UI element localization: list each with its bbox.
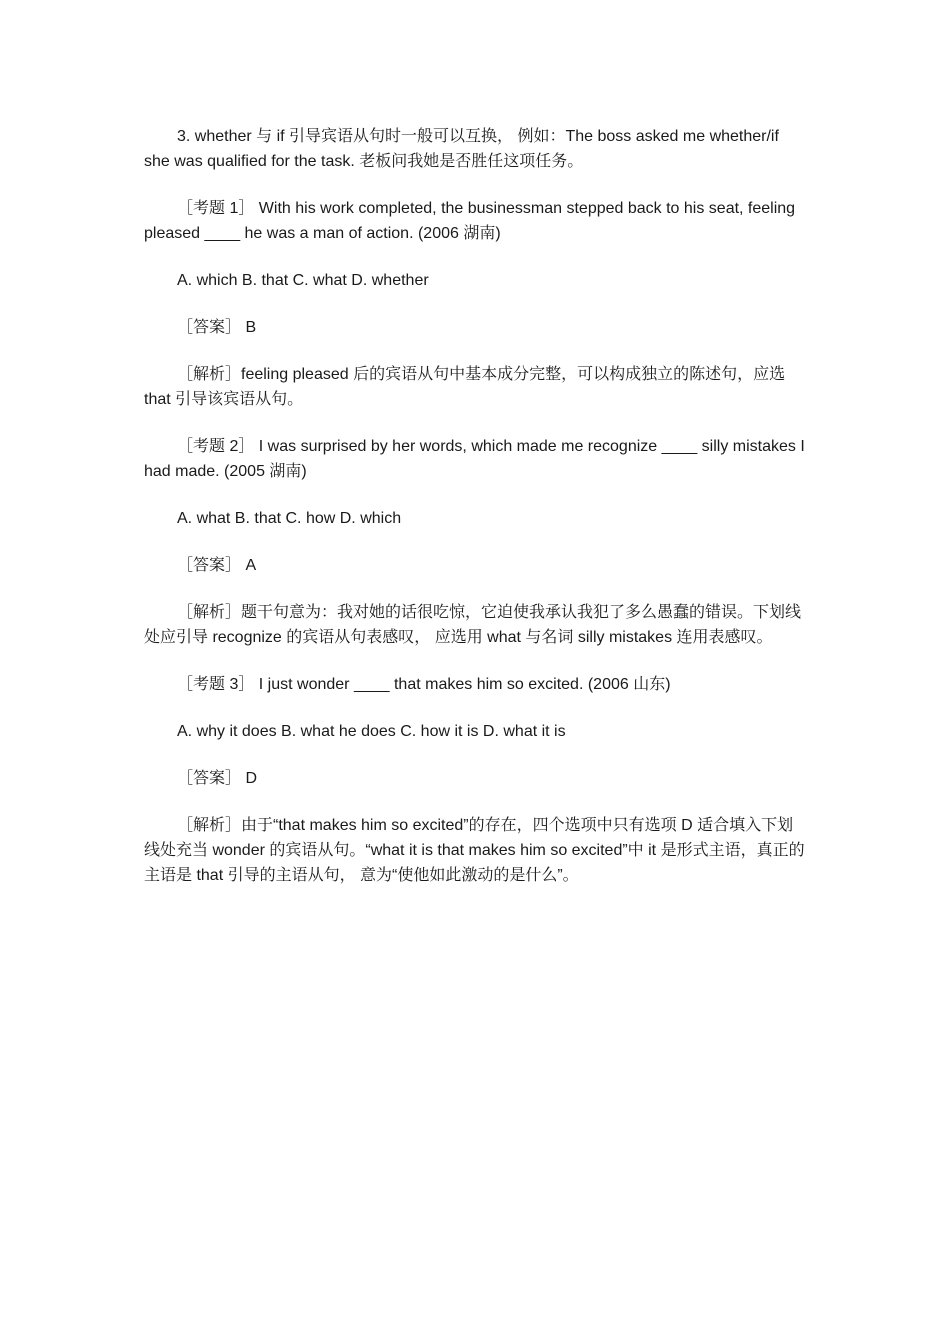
question-1: ［考题 1］ With his work completed, the businessman stepped back to his seat, feeling pleased ____ he was a man of action. (2006 湖南) [144, 200, 796, 242]
question-2-explanation: ［解析］题干句意为：我对她的话很吃惊，它迫使我承认我犯了多么愚蠢的错误。下划线处应引导 recognize 的宾语从句表感叹， 应选用 what 与名词 silly mistakes 连用表感叹。 [144, 604, 802, 646]
question-2: ［考题 2］ I was surprised by her words, which made me recognize ____ silly mistakes I had made. (2005 湖南) [144, 438, 805, 480]
document-body [144, 124, 808, 910]
question-2-answer: ［答案］ A [177, 557, 257, 574]
question-1-answer: ［答案］ B [177, 319, 257, 336]
question-3: ［考题 3］ I just wonder ____ that makes him so excited. (2006 山东) [177, 676, 671, 693]
question-2-options: A. what B. that C. how D. which [177, 510, 402, 527]
question-3-answer: ［答案］ D [177, 770, 258, 787]
question-1-options: A. which B. that C. what D. whether [177, 272, 429, 289]
question-3-explanation: ［解析］由于“that makes him so excited”的存在，四个选项中只有选项 D 适合填入下划线处充当 wonder 的宾语从句。“what it is that makes him so excited”中 it 是形式主语，真正的主语是 that 引导的主语从句， 意为“使他如此激动的是什么”。 [144, 817, 805, 884]
question-1-explanation: ［解析］feeling pleased 后的宾语从句中基本成分完整，可以构成独立的陈述句，应选 that 引导该宾语从句。 [144, 366, 786, 408]
rule-paragraph: 3. whether 与 if 引导宾语从句时一般可以互换， 例如：The boss asked me whether/if she was qualified for the task. 老板问我她是否胜任这项任务。 [144, 128, 779, 170]
question-3-options: A. why it does B. what he does C. how it is D. what it is [177, 723, 566, 740]
